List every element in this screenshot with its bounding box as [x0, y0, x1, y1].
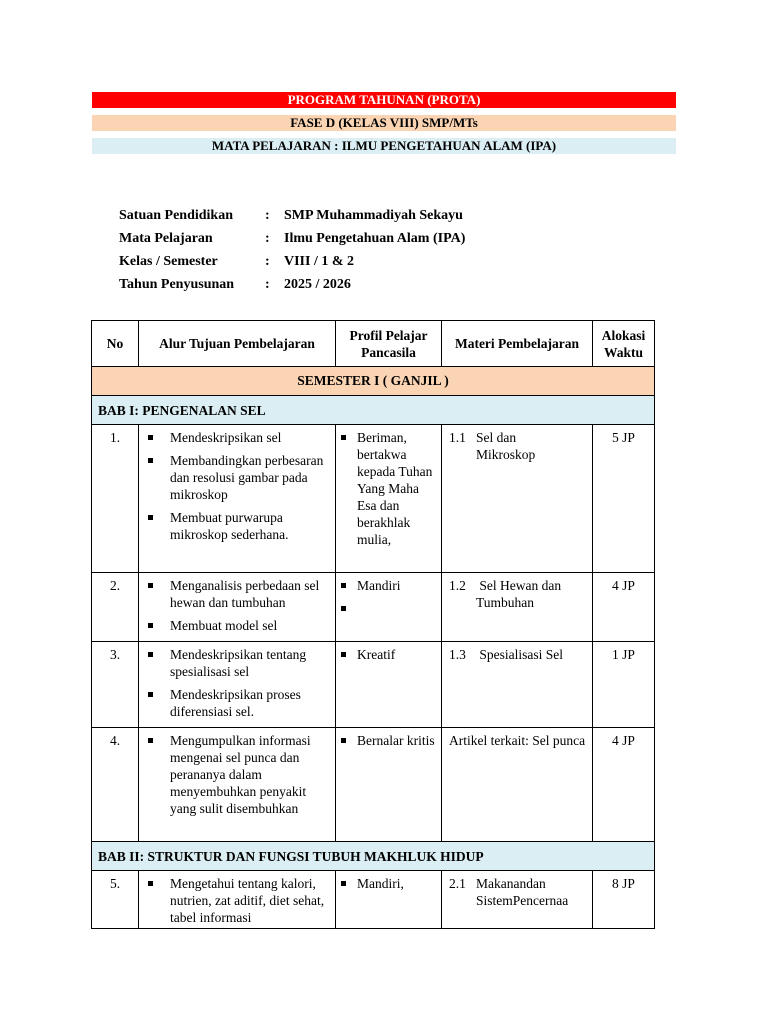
identity-separator: : — [265, 231, 270, 246]
header-alokasi-line2: Waktu — [603, 344, 644, 360]
materi-title-cont: SistemPencernaa — [476, 893, 569, 908]
bab-row — [92, 396, 655, 425]
table-row — [92, 573, 655, 642]
profil-item: Mandiri — [336, 577, 441, 594]
header-alokasi-line1: Alokasi — [601, 327, 646, 343]
identity-block — [119, 205, 465, 297]
semester-label: SEMESTER I ( GANJIL ) — [92, 367, 655, 396]
materi-cell — [442, 642, 593, 728]
bab-label: BAB I: PENGENALAN SEL — [92, 396, 655, 425]
profil-item: Mandiri, — [336, 875, 441, 892]
identity-row — [119, 274, 465, 297]
materi-cell — [442, 573, 593, 642]
alokasi-cell: 5 JP — [593, 425, 655, 573]
header-no: No — [92, 321, 139, 367]
subject-heading: MATA PELAJARAN : ILMU PENGETAHUAN ALAM (IPA) — [92, 138, 676, 154]
table-row — [92, 871, 655, 929]
materi-title: Makanandan — [476, 876, 546, 891]
materi-title: Spesialisasi Sel — [476, 647, 563, 662]
atp-item: Mengetahui tentang kalori, nutrien, zat aditif, diet sehat, tabel informasi — [139, 875, 335, 926]
bab-label: BAB II: STRUKTUR DAN FUNGSI TUBUH MAKHLUK HIDUP — [92, 842, 655, 871]
fase-heading: FASE D (KELAS VIII) SMP/MTs — [92, 115, 676, 131]
table-header-row — [92, 321, 655, 367]
profil-cell — [336, 871, 442, 929]
table-row — [92, 642, 655, 728]
header-profil-line2: Pancasila — [361, 344, 416, 360]
atp-item: Mendeskripsikan proses diferensiasi sel. — [139, 686, 335, 720]
identity-value: Ilmu Pengetahuan Alam (IPA) — [284, 231, 466, 246]
profil-cell — [336, 425, 442, 573]
atp-item: Membandingkan perbesaran dan resolusi gambar pada mikroskop — [139, 452, 335, 503]
materi-title: Sel dan — [476, 430, 517, 445]
materi-cell — [442, 871, 593, 929]
identity-separator: : — [265, 254, 270, 269]
table-row — [92, 728, 655, 842]
identity-value: 2025 / 2026 — [284, 277, 351, 292]
materi-cell — [442, 728, 593, 842]
header-alokasi — [593, 321, 655, 367]
materi-cell — [442, 425, 593, 573]
identity-separator: : — [265, 277, 270, 292]
alokasi-cell: 1 JP — [593, 642, 655, 728]
row-number: 5. — [92, 871, 139, 929]
alokasi-cell: 8 JP — [593, 871, 655, 929]
header-materi: Materi Pembelajaran — [442, 321, 593, 367]
document-title: PROGRAM TAHUNAN (PROTA) — [92, 92, 676, 108]
atp-cell — [139, 728, 336, 842]
profil-item: Kreatif — [336, 646, 441, 663]
identity-row — [119, 228, 465, 251]
semester-row — [92, 367, 655, 396]
identity-separator: : — [265, 208, 270, 223]
header-atp: Alur Tujuan Pembelajaran — [139, 321, 336, 367]
header-profil-line1: Profil Pelajar — [349, 327, 428, 343]
table-row — [92, 425, 655, 573]
row-number: 1. — [92, 425, 139, 573]
atp-item: Menganalisis perbedaan sel hewan dan tumbuhan — [139, 577, 335, 611]
atp-cell — [139, 871, 336, 929]
materi-title-cont: Tumbuhan — [476, 595, 535, 610]
atp-item: Mendeskripsikan sel — [139, 429, 335, 446]
materi-number: 2.1 — [449, 876, 466, 891]
header-profil — [336, 321, 442, 367]
atp-item: Mengumpulkan informasi mengenai sel punca dan perananya dalam menyembuhkan penyakit yang sulit disembuhkan — [139, 732, 335, 817]
materi-number: 1.1 — [449, 430, 466, 445]
materi-title-cont: Mikroskop — [476, 447, 536, 462]
identity-row — [119, 251, 465, 274]
materi-number: 1.2 — [449, 578, 466, 593]
profil-item: Beriman, bertakwa kepada Tuhan Yang Maha Esa dan berakhlak mulia, — [336, 429, 441, 548]
profil-cell — [336, 728, 442, 842]
identity-value: SMP Muhammadiyah Sekayu — [284, 208, 463, 223]
profil-cell — [336, 642, 442, 728]
identity-label: Tahun Penyusunan — [119, 277, 235, 292]
atp-item: Mendeskripsikan tentang spesialisasi sel — [139, 646, 335, 680]
atp-cell — [139, 425, 336, 573]
row-number: 3. — [92, 642, 139, 728]
row-number: 4. — [92, 728, 139, 842]
identity-label: Kelas / Semester — [119, 254, 218, 269]
atp-cell — [139, 573, 336, 642]
atp-item: Membuat model sel — [139, 617, 335, 634]
profil-item: Bernalar kritis — [336, 732, 441, 749]
atp-cell — [139, 642, 336, 728]
materi-number: 1.3 — [449, 647, 466, 662]
materi-title: Sel Hewan dan — [476, 578, 562, 593]
identity-label: Mata Pelajaran — [119, 231, 213, 246]
alokasi-cell: 4 JP — [593, 573, 655, 642]
bab-row — [92, 842, 655, 871]
profil-cell — [336, 573, 442, 642]
prota-table — [91, 320, 655, 929]
identity-row — [119, 205, 465, 228]
row-number: 2. — [92, 573, 139, 642]
atp-item: Membuat purwarupa mikroskop sederhana. — [139, 509, 335, 543]
alokasi-cell: 4 JP — [593, 728, 655, 842]
profil-item — [336, 600, 441, 617]
identity-value: VIII / 1 & 2 — [284, 254, 355, 269]
materi-title: Artikel terkait: Sel punca — [449, 733, 586, 748]
identity-label: Satuan Pendidikan — [119, 208, 233, 223]
